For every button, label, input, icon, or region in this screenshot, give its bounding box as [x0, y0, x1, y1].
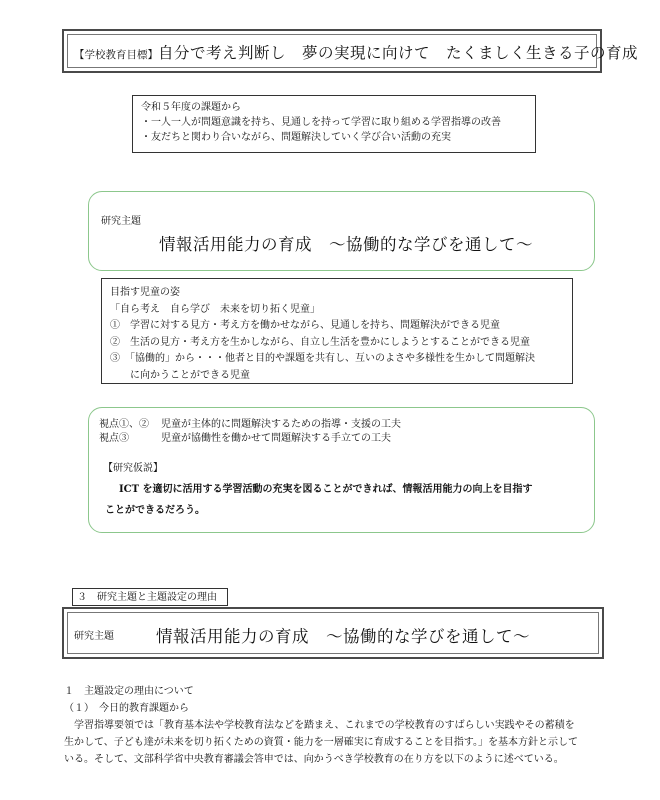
viewpoint-label: 視点①、② — [99, 419, 149, 430]
school-goal-banner — [62, 29, 639, 73]
body-paragraph-line: 生かして、子ども達が未来を切り拓くための資質・能力を一層確実に育成することを目指す。」を基本方針と示して — [64, 737, 578, 748]
body-paragraph-line: 学習指導要領では「教育基本法や学校教育法などを踏まえ、これまでの学校教育のすばらしい実践やその蓄積を — [64, 720, 575, 731]
viewpoint-row — [99, 418, 401, 432]
research-theme-label: 研究主題 — [101, 216, 141, 227]
hypothesis-line: ことができるだろう。 — [105, 505, 205, 516]
body-heading-2: （１） 今日的教育課題から — [64, 703, 189, 714]
body-heading-1: １ 主題設定の理由について — [64, 686, 194, 697]
hypothesis-heading: 【研究仮説】 — [103, 463, 163, 474]
target-child-item: に向かうことができる児童 — [110, 369, 250, 381]
school-goal-tag: 【学校教育目標】 — [74, 49, 158, 61]
viewpoints-box — [88, 407, 595, 533]
school-goal-text: 自分で考え判断し 夢の実現に向けて たくましく生きる子の育成 — [158, 44, 639, 62]
target-child-motto: 「自ら考え 自ら学び 未来を切り拓く児童」 — [110, 303, 320, 315]
section-theme-title: 情報活用能力の育成 ～協働的な学びを通して～ — [156, 627, 530, 646]
target-child-heading: 目指す児童の姿 — [110, 287, 180, 298]
target-child-item: ① 学習に対する見方・考え方を働かせながら、見通しを持ち、問題解決ができる児童 — [110, 320, 500, 331]
section-heading — [72, 588, 228, 606]
target-child-item: ② 生活の見方・考え方を生かしながら、自立し生活を豊かにしようとすることができる児童 — [110, 336, 530, 348]
research-theme-title: 情報活用能力の育成 ～協働的な学びを通して～ — [159, 235, 533, 254]
research-theme-box — [88, 191, 595, 271]
hypothesis-line: ICT を適切に活用する学習活動の充実を図ることができれば、情報活用能力の向上を目指す — [119, 484, 533, 495]
issues-box — [132, 95, 536, 153]
target-child-box — [101, 278, 573, 384]
viewpoint-label: 視点③ — [99, 433, 129, 444]
issues-heading: 令和５年度の課題から — [141, 102, 241, 113]
section-theme-label: 研究主題 — [74, 631, 114, 642]
section-heading-text: ３ 研究主題と主題設定の理由 — [77, 592, 217, 603]
issue-item: ・一人一人が問題意識を持ち、見通しを持って学習に取り組める学習指導の改善 — [141, 117, 501, 128]
section-theme-banner — [62, 607, 604, 659]
body-text — [64, 683, 624, 768]
viewpoint-row — [99, 432, 401, 446]
issue-item: ・友だちと関わり合いながら、問題解決していく学び合い活動の充実 — [141, 132, 451, 143]
body-paragraph-line: いる。そして、文部科学省中央教育審議会答申では、向かうべき学校教育の在り方を以下のように述べている。 — [64, 754, 564, 765]
viewpoint-text: 児童が主体的に問題解決するための指導・支援の工夫 — [161, 419, 401, 430]
viewpoint-text: 児童が協働性を働かせて問題解決する手立ての工夫 — [161, 433, 391, 444]
target-child-item: ③ 「協働的」から・・・他者と目的や課題を共有し、互いのよさや多様性を生かして問題解決 — [110, 353, 535, 364]
